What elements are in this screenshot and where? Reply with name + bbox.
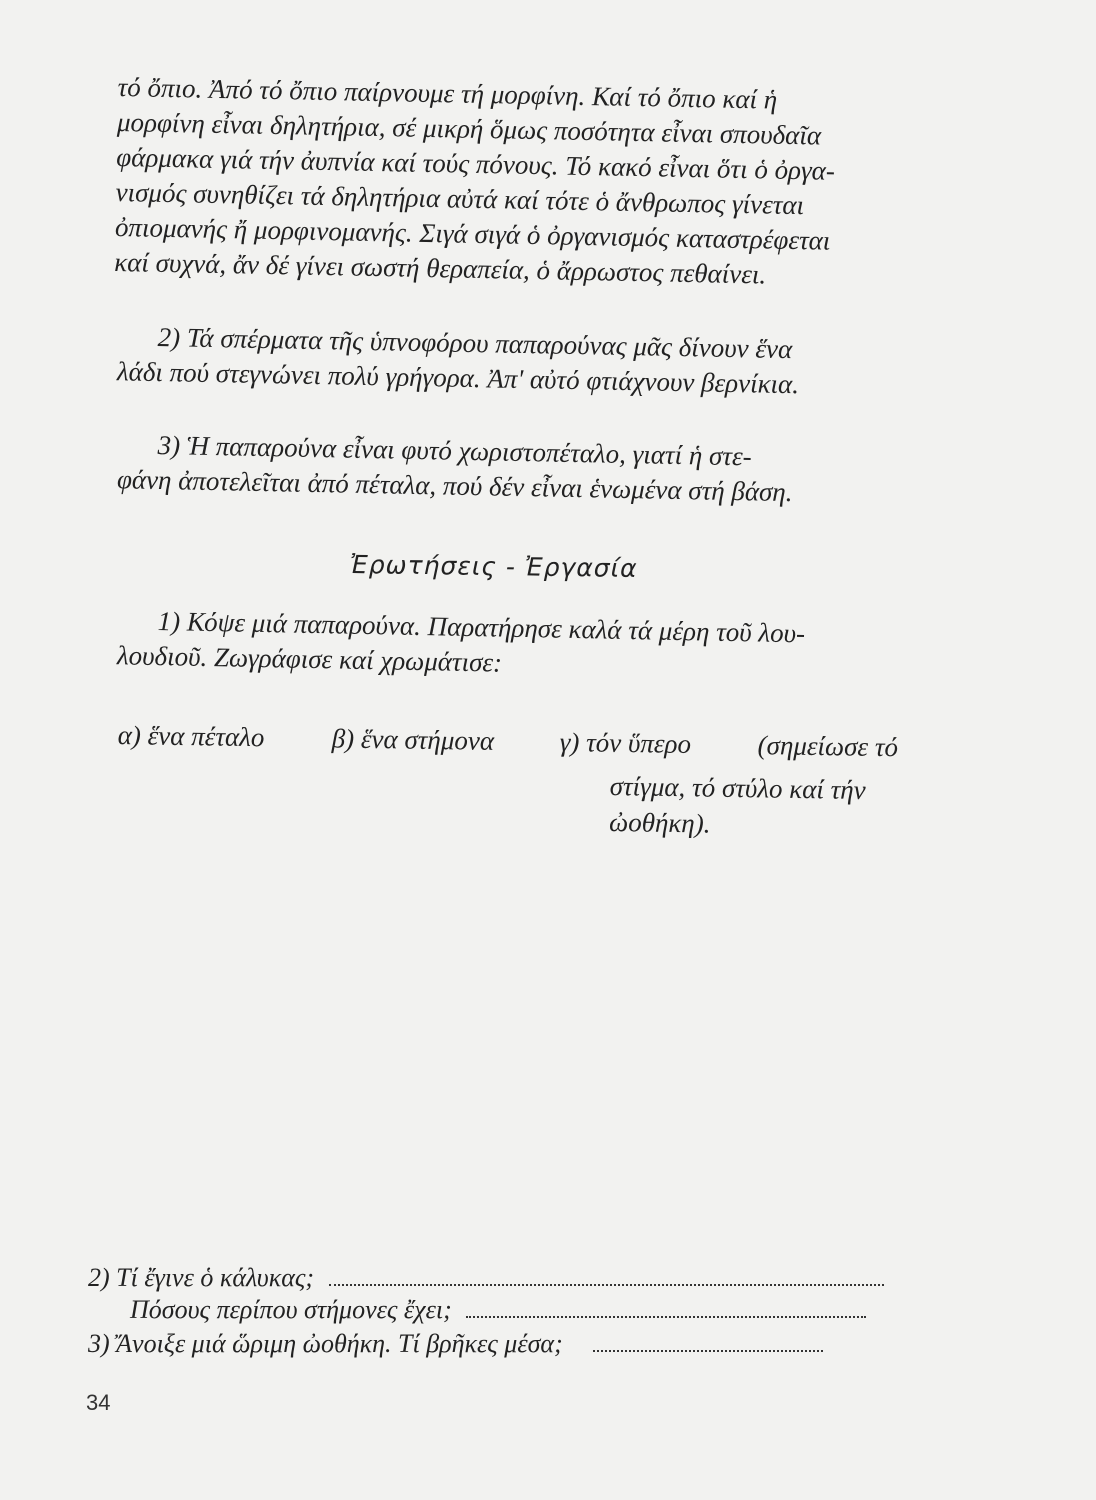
task-1-note <box>609 768 940 845</box>
page-number: 34 <box>86 1390 111 1415</box>
text-line: λουδιοῦ. Ζωγράφισε καί χρωμάτισε: <box>116 640 503 678</box>
text-line: νισμός συνηθίζει τά δηλητήρια αὐτά καί τότε ὁ ἄνθρωπος γίνεται <box>115 176 805 221</box>
task-1-items <box>117 720 998 763</box>
note-line: ὠοθήκη). <box>608 806 711 839</box>
item-pistil: γ) τόν ὕπερο <box>559 726 692 760</box>
section-heading: Ἐρωτήσεις - Ἐργασία <box>349 549 638 584</box>
text-line: μορφίνη εἶναι δηλητήρια, σέ μικρή ὅμως ποσότητα εἶναι σπουδαῖα <box>116 106 822 151</box>
text-line: καί συχνά, ἄν δέ γίνει σωστή θεραπεία, ὁ ἄρρωστος πεθαίνει. <box>114 246 767 290</box>
answer-line[interactable] <box>329 1266 884 1286</box>
paragraph-seeds <box>116 320 1008 406</box>
question-text: 2) Τί ἔγινε ὁ κάλυκας; <box>88 1263 315 1292</box>
text-line: 3) Ἡ παπαρούνα εἶναι φυτό χωριστοπέταλο, γιατί ἡ στε- <box>157 429 752 472</box>
answer-line[interactable] <box>593 1332 823 1352</box>
text-line: ὀπιομανής ἤ μορφινομανής. Σιγά σιγά ὁ ὀργανισμός καταστρέφεται <box>114 211 831 256</box>
item-petal: α) ἕνα πέταλο <box>117 720 265 753</box>
item-stamen: β) ἕνα στήμονα <box>331 723 495 756</box>
note-line: στίγμα, τό στύλο καί τήν <box>609 770 866 806</box>
question-2b <box>130 1294 1010 1326</box>
paragraph-opium <box>114 70 968 296</box>
item-note-start: (σημείωσε τό <box>757 730 899 763</box>
paragraph-petals <box>116 428 1008 514</box>
question-3 <box>88 1328 968 1360</box>
task-1 <box>116 604 1008 690</box>
text-line: φάρμακα γιά τήν ἀυπνία καί τούς πόνους. Τό κακό εἶναι ὅτι ὁ ὀργα- <box>116 141 836 186</box>
question-text: Πόσους περίπου στήμονες ἔχει; <box>130 1295 452 1324</box>
text-line: λάδι πού στεγνώνει πολύ γρήγορα. Ἀπ' αὐτό φτιάχνουν βερνίκια. <box>116 356 800 400</box>
text-line: φάνη ἀποτελεῖται ἀπό πέταλα, πού δέν εἶναι ἑνωμένα στή βάση. <box>116 464 793 508</box>
text-line: 2) Τά σπέρματα τῆς ὑπνοφόρου παπαρούνας μᾶς δίνουν ἕνα <box>157 321 793 365</box>
question-text: 3) Ἄνοιξε μιά ὥριμη ὠοθήκη. Τί βρῆκες μέσα; <box>88 1329 563 1358</box>
text-line: 1) Κόψε μιά παπαρούνα. Παρατήρησε καλά τά μέρη τοῦ λου- <box>157 605 806 649</box>
answer-line[interactable] <box>466 1298 866 1318</box>
question-2a <box>88 1262 968 1294</box>
text-line: τό ὄπιο. Ἀπό τό ὄπιο παίρνουμε τή μορφίνη. Καί τό ὄπιο καί ἡ <box>117 71 778 115</box>
